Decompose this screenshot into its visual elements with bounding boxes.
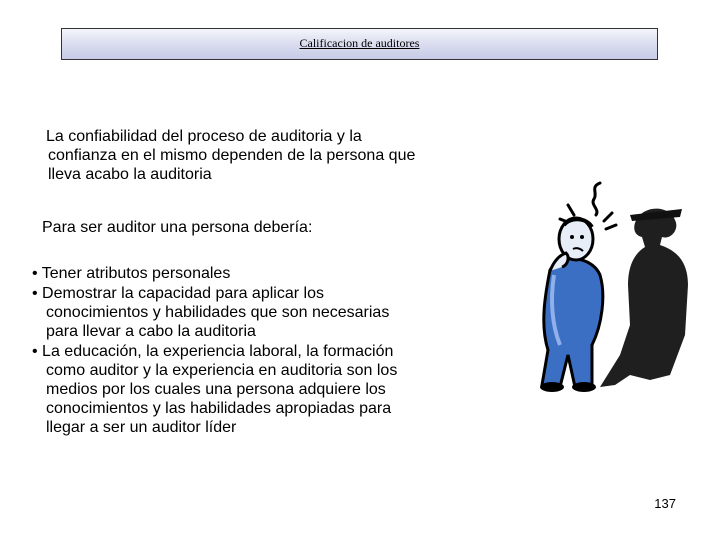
bullet-line: para llevar a cabo la auditoria: [46, 323, 256, 340]
bullet-line: como auditor y la experiencia en auditoria son los: [46, 362, 398, 379]
main-figure: [540, 218, 603, 392]
bullet-item: [32, 284, 472, 341]
bullet-line: • Tener atributos personales: [32, 265, 231, 282]
bullet-line: conocimientos y habilidades que son necesarias: [46, 304, 390, 321]
intro-line: confianza en el mismo dependen de la persona que: [48, 147, 416, 164]
bullet-line: medios por los cuales una persona adquiere los: [46, 381, 386, 398]
slide-title: Calificacion de auditores: [299, 36, 420, 50]
shadow-figure: [600, 209, 688, 387]
bullet-list: [32, 264, 472, 438]
intro-line: La confiabilidad del proceso de auditoria y la: [46, 128, 362, 145]
intro-paragraph: [48, 127, 478, 184]
bullet-line: llegar a ser un auditor líder: [46, 419, 237, 436]
confused-man-illustration: [520, 175, 695, 395]
title-bar: [61, 28, 658, 60]
subheading: Para ser auditor una persona debería:: [42, 219, 313, 236]
bullet-item: [32, 342, 472, 437]
bullet-line: conocimientos y las habilidades apropiadas para: [46, 400, 392, 417]
intro-line: lleva acabo la auditoria: [48, 166, 212, 183]
bullet-line: • La educación, la experiencia laboral, la formación: [32, 343, 394, 360]
confused-man-svg: [520, 175, 695, 395]
bullet-item: [32, 264, 472, 283]
page-number: 137: [654, 496, 676, 511]
bullet-line: • Demostrar la capacidad para aplicar los: [32, 285, 324, 302]
